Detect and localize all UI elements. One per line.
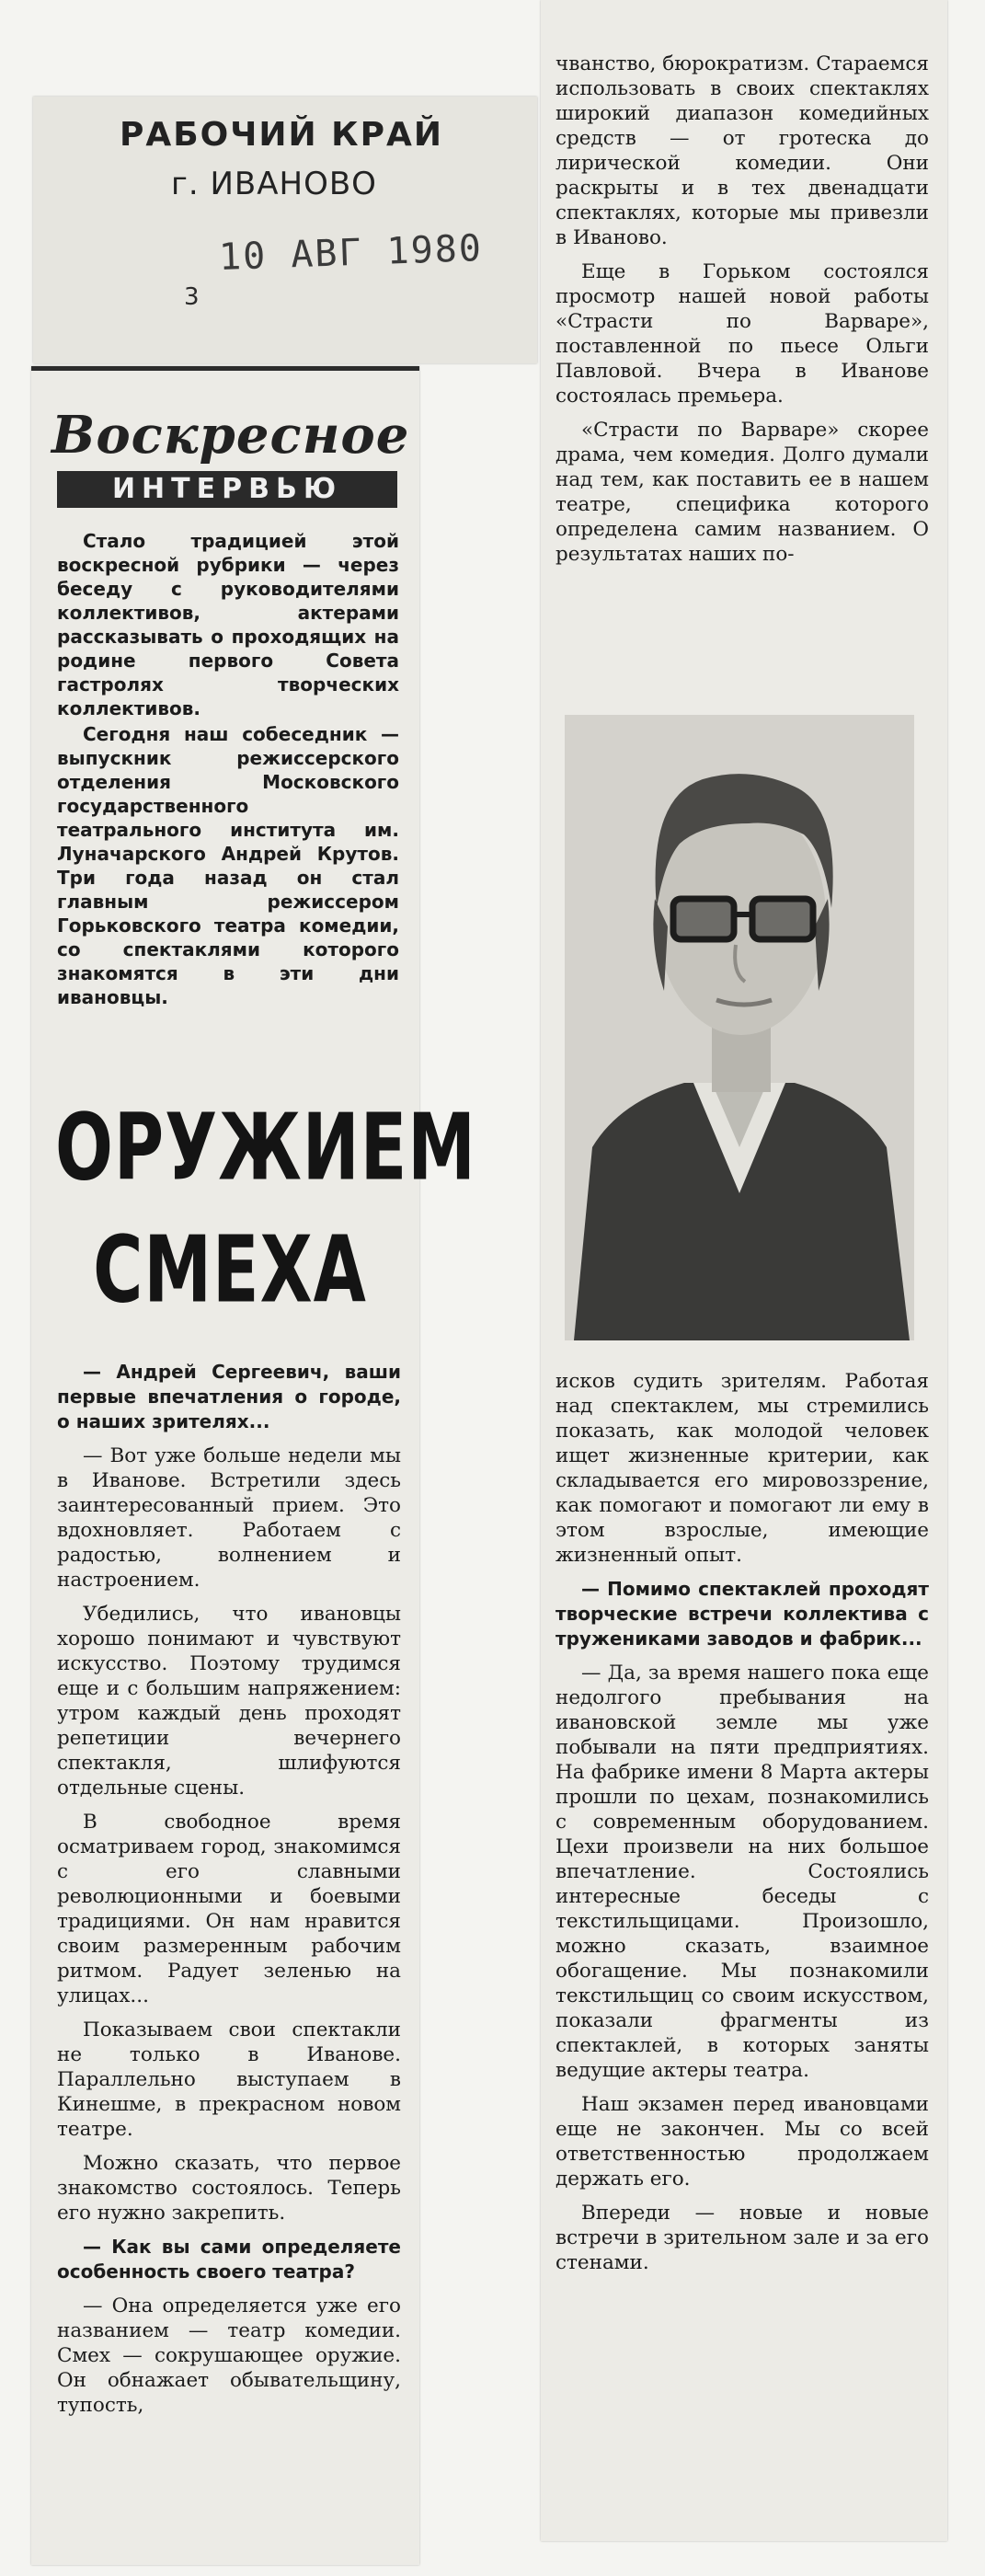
column-top-rule (31, 366, 419, 371)
portrait-illustration (565, 715, 914, 1340)
interview-answer: исков судить зрителям. Работая над спектаклем, мы стремились показать, как молодой человек ищет жизненные критерии, как складывается его мировоззрение, как помогают и помогают ли ему в этом взрослые, имеющие жизненный опыт. (555, 1370, 929, 1567)
interview-answer: Наш экзамен перед ивановцами еще не закончен. Мы со всей ответственностью продолжаем держать его. (555, 2093, 929, 2191)
lead-paragraph: Стало традицией этой воскресной рубрики — через беседу с руководителями коллективов, актерами рассказывать о проходящих на родине первого Совета гастролях творческих коллективов. (57, 530, 399, 719)
left-column-body (57, 1360, 401, 2427)
interview-answer: — Да, за время нашего пока еще недолгого пребывания на ивановской земле мы уже побывали на пяти предприятиях. На фабрике имени 8 Марта актеры прошли по цехам, познакомились с современным оборудованием. Цехи произвели на них большое впечатление. Состоялись интересные беседы с текстильщицами. Произошло, можно сказать, взаимное обогащение. Мы познакомили текстильщиц со своим искусством, показали фрагменты из спектаклей, в которых заняты ведущие актеры театра. (555, 1662, 929, 2082)
newspaper-city: г. ИВАНОВО (171, 166, 377, 202)
interview-answer: чванство, бюрократизм. Стараемся использовать в своих спектаклях широкий диапазон комедийных средств — от гротеска до лирической комедии. Они раскрыты и в тех двенадцати спектаклях, которые мы привезли в Иваново. (555, 52, 929, 249)
interview-answer: «Страсти по Варваре» скорее драма, чем комедия. Долго думали над тем, как поставить ее в нашем театре, специфика которого определена самим названием. О результатах наших по- (555, 419, 929, 566)
interview-question: — Как вы сами определяете особенность своего театра? (57, 2236, 401, 2283)
interview-answer: Убедились, что ивановцы хорошо понимают и чувствуют искусство. Поэтому трудимся еще и с большим напряжением: утром каждый день проходят репетиции вечернего спектакля, шлифуются отдельные сцены. (57, 1603, 401, 1800)
interview-answer: — Вот уже больше недели мы в Иванове. Встретили здесь заинтересованный прием. Это вдохновляет. Работаем с радостью, волнением и настроением. (57, 1444, 401, 1592)
newspaper-name: РАБОЧИЙ КРАЙ (120, 116, 443, 154)
interview-question: — Помимо спектаклей проходят творческие встречи коллектива с тружениками заводов и фабрик... (555, 1578, 929, 1650)
interview-answer: Показываем свои спектакли не только в Иванове. Параллельно выступаем в Кинешме, в прекрасном новом театре. (57, 2018, 401, 2141)
rubric-script-title: Воскресное (52, 405, 410, 466)
lead-paragraphs (57, 529, 399, 1011)
headline-line-2: СМЕХА (93, 1216, 367, 1325)
interview-answer: В свободное время осматриваем город, знакомимся с его славными революционными и боевыми традициями. Он нам нравится своим размеренным рабочим ритмом. Радует зеленью на улицах... (57, 1811, 401, 2007)
interview-answer: Можно сказать, что первое знакомство состоялось. Теперь его нужно закрепить. (57, 2152, 401, 2225)
interview-answer: Еще в Горьком состоялся просмотр нашей новой работы «Страсти по Варваре», поставленной по пьесе Ольги Павловой. Вчера в Иванове состоялась премьера. (555, 260, 929, 408)
date-stamp: 10 АВГ 1980 (218, 227, 484, 279)
headline-line-1: ОРУЖИЕМ (55, 1094, 476, 1202)
interview-answer: — Она определяется уже его названием — театр комедии. Смех — сокрушающее оружие. Он обнажает обывательщину, тупость, (57, 2294, 401, 2417)
interview-answer: Впереди — новые и новые встречи в зрительном зале и за его стенами. (555, 2202, 929, 2274)
right-column-top-body (555, 52, 929, 576)
right-column-bottom-body (555, 1369, 929, 2284)
page-number: 3 (184, 283, 200, 311)
interview-question: — Андрей Сергеевич, ваши первые впечатления о городе, о наших зрителях... (57, 1361, 401, 1432)
portrait-photo (565, 715, 914, 1340)
lead-paragraph: Сегодня наш собеседник — выпускник режиссерского отделения Московского государственного театрального института им. Луначарского Андрей Крутов. Три года назад он стал главным режиссером Горьковского театра комедии, со спектаклями которого знакомятся в эти дни ивановцы. (57, 723, 399, 1008)
rubric-box-title: ИНТЕРВЬЮ (57, 471, 397, 508)
